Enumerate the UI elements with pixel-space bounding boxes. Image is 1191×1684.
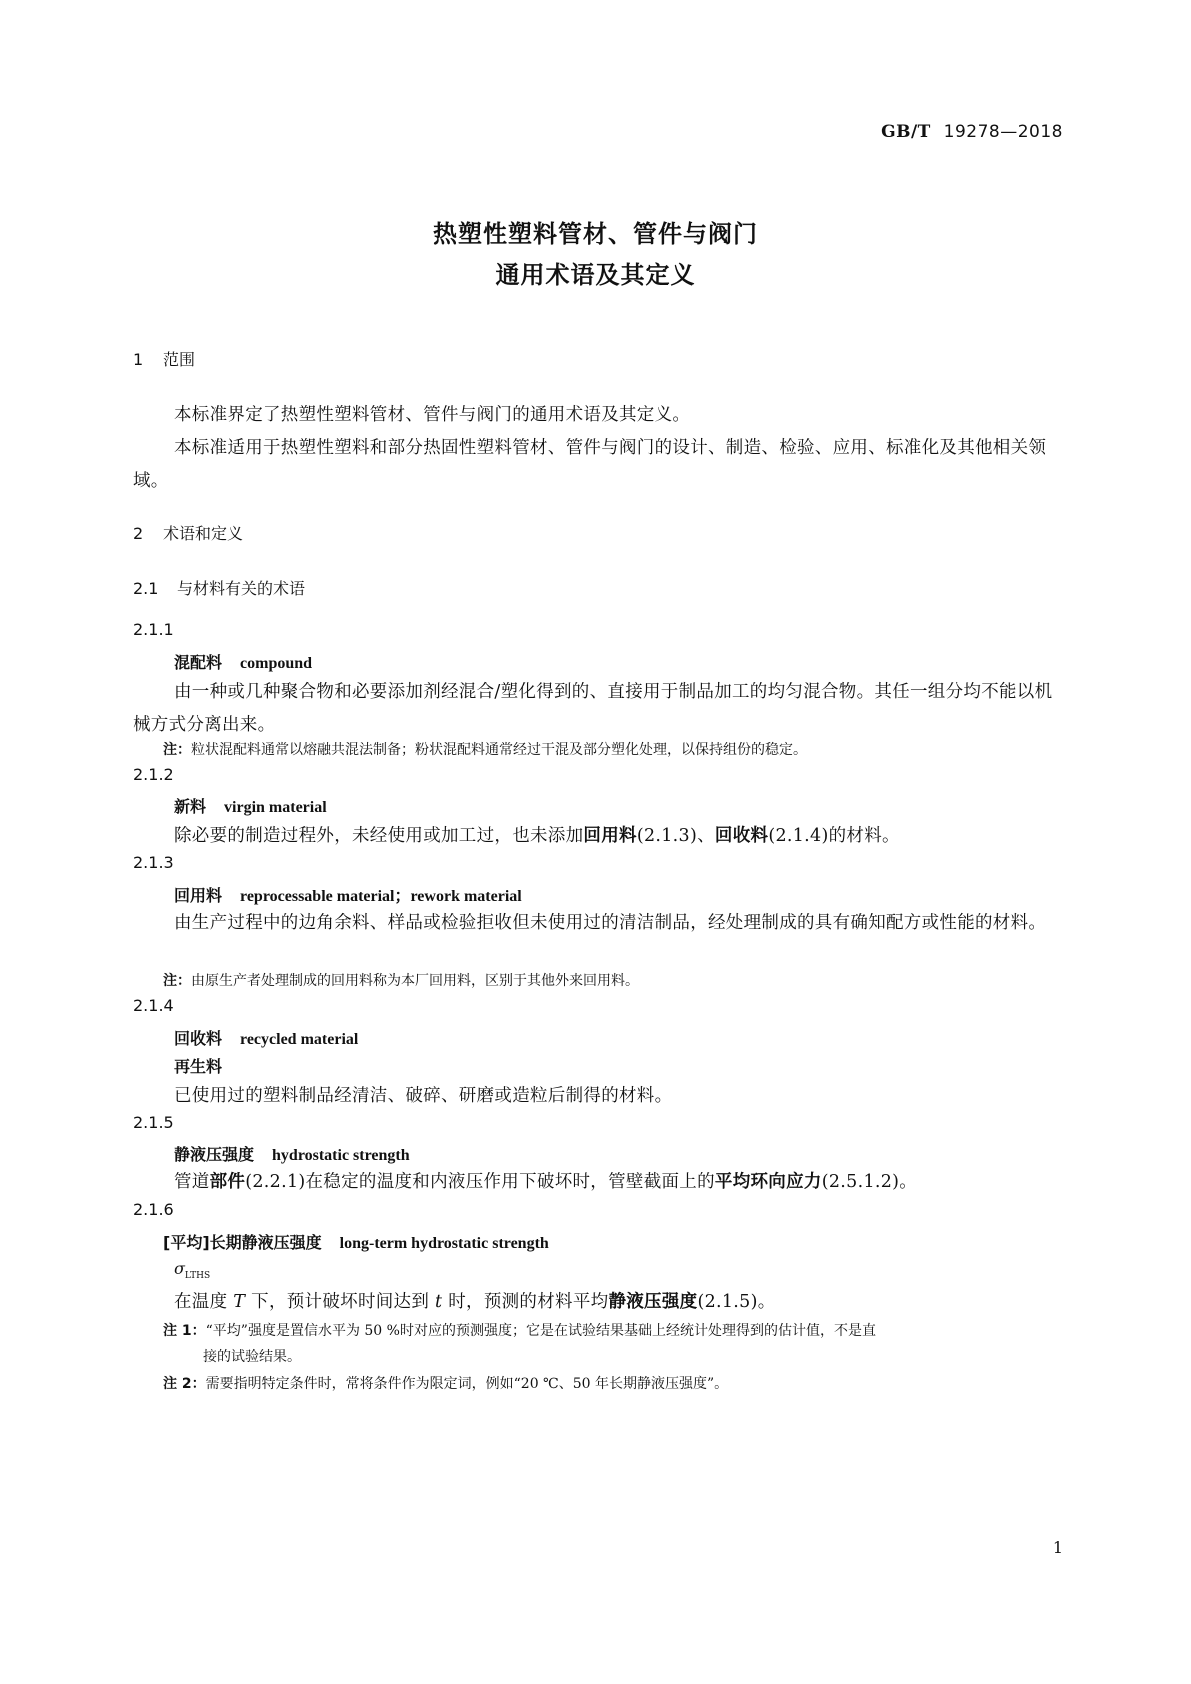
term-2-1-6-note-1-cont: 接的试验结果。	[203, 1349, 301, 1365]
title-line-1: 热塑性塑料管材、管件与阀门	[433, 220, 758, 248]
term-2-1-1: 混配料 compound	[174, 653, 313, 672]
ref-hoop-stress: 平均环向应力	[714, 1172, 822, 1192]
standard-code	[881, 122, 1063, 142]
term-2-1-1-number: 2.1.1	[133, 620, 174, 639]
term-2-1-3-note: 注：由原生产者处理制成的回用料称为本厂回用料，区别于其他外来回用料。	[163, 973, 639, 989]
section-1-para-1: 本标准界定了热塑性塑料管材、管件与阀门的通用术语及其定义。	[174, 405, 691, 425]
ref-reprocessable: 回用料	[583, 826, 637, 846]
ref-recycled: 回收料	[714, 826, 769, 846]
section-2-1-heading: 2.1 与材料有关的术语	[133, 579, 306, 598]
standard-number: 19278—2018	[943, 122, 1063, 142]
term-2-1-1-definition: 由一种或几种聚合物和必要添加剂经混合/塑化得到的、直接用于制品加工的均匀混合物。其任一组分均不能以机械方式分离出来。	[133, 682, 1053, 735]
term-2-1-3-definition: 由生产过程中的边角余料、样品或检验拒收但未使用过的清洁制品，经处理制成的具有确知配方或性能的材料。	[174, 913, 1047, 933]
term-2-1-2-number: 2.1.2	[133, 765, 174, 784]
term-2-1-5: 静液压强度 hydrostatic strength	[174, 1145, 410, 1164]
term-2-1-3: 回用料 reprocessable material；rework material	[174, 886, 522, 905]
term-2-1-6-note-2: 注 2：需要指明特定条件时，常将条件作为限定词，例如“20 ℃、50 年长期静液压强度”。	[163, 1376, 729, 1392]
term-2-1-3-number: 2.1.3	[133, 853, 174, 872]
term-2-1-6-symbol: $\sigma_{LTHS}$	[174, 1259, 211, 1282]
title-line-2: 通用术语及其定义	[495, 261, 696, 289]
term-2-1-6: [平均]长期静液压强度 long-term hydrostatic strength	[163, 1233, 549, 1252]
ref-component: 部件	[209, 1172, 246, 1192]
page-number: 1	[1052, 1538, 1063, 1557]
term-2-1-4-synonym: 再生料	[174, 1057, 223, 1076]
term-2-1-5-number: 2.1.5	[133, 1113, 174, 1132]
term-2-1-2-definition: 除必要的制造过程外，未经使用或加工过，也未添加回用料(2.1.3)、回收料(2.1.4)的材料。	[174, 826, 900, 846]
term-2-1-5-definition: 管道部件(2.2.1)在稳定的温度和内液压作用下破坏时，管壁截面上的平均环向应力(2.5.1.2)。	[174, 1172, 918, 1192]
term-2-1-6-number: 2.1.6	[133, 1200, 174, 1219]
section-1-heading: 1 范围	[133, 350, 196, 369]
term-2-1-1-note: 注：粒状混配料通常以熔融共混法制备；粉状混配料通常经过干混及部分塑化处理，以保持组份的稳定。	[163, 742, 807, 758]
section-1-para-2: 本标准适用于热塑性塑料和部分热固性塑料管材、管件与阀门的设计、制造、检验、应用、标准化及其他相关领域。	[133, 438, 1047, 491]
term-2-1-6-definition: 在温度 T 下，预计破坏时间达到 t 时，预测的材料平均静液压强度(2.1.5)。	[174, 1292, 776, 1312]
term-2-1-4: 回收料 recycled material	[174, 1029, 359, 1048]
standard-prefix: GB/T	[881, 122, 931, 142]
term-2-1-4-definition: 已使用过的塑料制品经清洁、破碎、研磨或造粒后制得的材料。	[174, 1086, 673, 1106]
term-2-1-4-number: 2.1.4	[133, 996, 174, 1015]
term-2-1-2: 新料 virgin material	[174, 797, 327, 816]
ref-hydrostatic-strength: 静液压强度	[608, 1292, 698, 1312]
term-2-1-6-note-1: 注 1：“平均”强度是置信水平为 50 %时对应的预测强度；它是在试验结果基础上经统计处理得到的估计值，不是直	[163, 1323, 876, 1339]
section-2-heading: 2 术语和定义	[133, 524, 244, 543]
